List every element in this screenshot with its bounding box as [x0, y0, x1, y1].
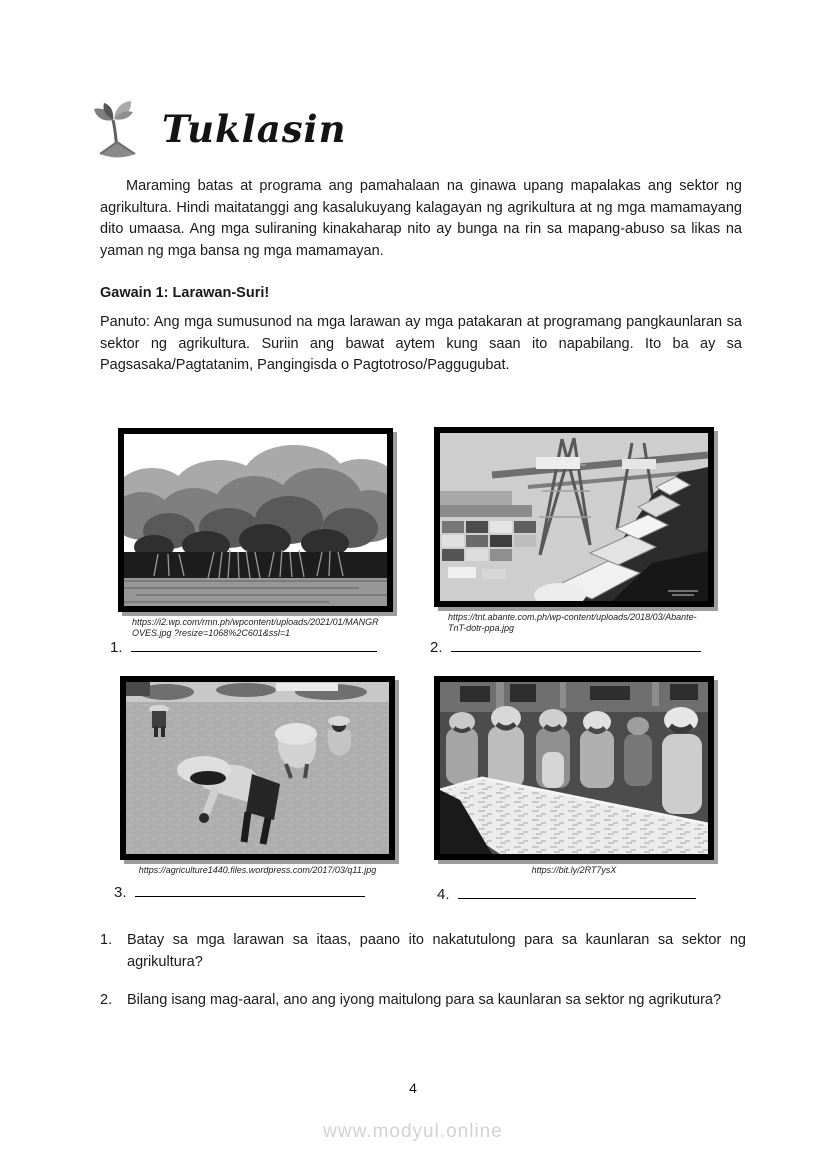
answer-blank-3 — [114, 882, 365, 901]
question-text: Bilang isang mag-aaral, ano ang iyong maitulong para sa kaunlaran sa sektor ng agrikutura? — [127, 992, 722, 1008]
worker-5 — [624, 717, 652, 786]
answer-line — [135, 882, 365, 897]
intro-paragraph: Maraming batas at programa ang pamahalaan na ginawa upang mapalakas ang sektor ng agrikultura. Hindi maitatanggi ang kasalukuyang kalagayan ng agrikultura at ng mga mamamayang dito umaasa. Ang mga suliraning kinakaharap nito ay bunga na rin sa mapang-abuso sa likas na yaman ng mga bansa ng mga mamamayan. — [100, 178, 742, 259]
photo-fish-sorting — [434, 676, 714, 860]
image-caption: https://agriculture1440.files.wordpress.com/2017/03/q11.jpg — [138, 865, 377, 875]
figure-port — [434, 427, 714, 634]
answer-line — [451, 637, 701, 652]
question-item — [100, 930, 746, 973]
mangrove-photo-illustration — [124, 434, 387, 606]
question-list — [100, 930, 746, 1029]
port-photo-illustration — [440, 433, 708, 601]
item-number: 4. — [437, 886, 450, 903]
question-number: 2. — [100, 992, 113, 1008]
section-header — [90, 98, 347, 160]
image-caption: https://i2.wp.com/rmn.ph/wpcontent/uploads/2021/01/MANGROVES.jpg ?resize=1068%2C601&ssl=1 — [132, 617, 379, 638]
rice-photo-illustration — [126, 682, 389, 854]
image-caption: https://bit.ly/2RT7ysX — [531, 865, 617, 875]
seedling-icon — [90, 98, 146, 160]
section-title: Tuklasin — [162, 107, 347, 151]
item-number: 1. — [110, 639, 123, 656]
item-number: 3. — [114, 884, 127, 901]
question-item — [100, 990, 746, 1012]
answer-blank-4 — [437, 884, 696, 903]
page-number: 4 — [409, 1080, 417, 1096]
answer-blank-1 — [110, 637, 377, 656]
worker-2 — [488, 706, 524, 788]
question-text: Batay sa mga larawan sa itaas, paano ito nakatutulong para sa kaunlaran sa sektor ng agrikultura? — [127, 932, 746, 970]
fish-photo-illustration — [440, 682, 708, 854]
worker-1 — [446, 712, 478, 784]
answer-line — [131, 637, 377, 652]
worker-6 — [662, 707, 702, 814]
photo-rice-planting — [120, 676, 395, 860]
right-farmer — [328, 716, 352, 756]
worker-3 — [536, 709, 570, 788]
photo-mangroves — [118, 428, 393, 612]
image-caption: https://tnt.abante.com.ph/wp-content/uploads/2018/03/Abante-TnT-dotr-ppa.jpg — [448, 612, 697, 633]
watermark: www.modyul.online — [323, 1121, 503, 1142]
photo-port — [434, 427, 714, 607]
figure-fish-sorting — [434, 676, 714, 876]
figure-mangroves — [118, 428, 393, 639]
item-number: 2. — [430, 639, 443, 656]
answer-line — [458, 884, 696, 899]
question-number: 1. — [100, 932, 113, 948]
answer-blank-2 — [430, 637, 701, 656]
activity-instructions: Panuto: Ang mga sumusunod na mga larawan ay mga patakaran at programang pangkaunlaran sa sektor ng agrikultura. Suriin ang bawat aytem kung saan ito napabilang. Ito ba ay sa Pagsasaka/Pagtatanim, Pangingisda o Pagtotroso/Paggugubat. — [100, 314, 742, 373]
activity-heading: Gawain 1: Larawan-Suri! — [100, 285, 270, 301]
figure-rice-planting — [120, 676, 395, 876]
worker-4 — [580, 711, 614, 788]
